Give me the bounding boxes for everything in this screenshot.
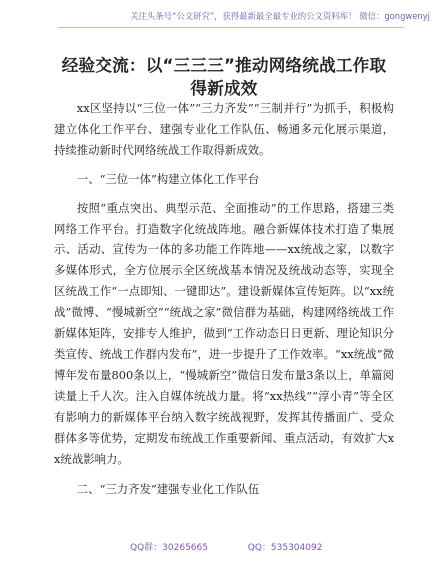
footer-contact [130,542,330,555]
section-1-heading: 一、“三位一体”构建立体化工作平台 [76,171,260,186]
spacer [54,469,394,479]
header-banner: 关注头条号“公文研究”，获得最新最全最专业的公文资料库！ 微信：gongwenyj [130,11,430,21]
footer-qq: QQ：535304092 [247,543,323,553]
footer-qq-group: QQ群：30265665 [130,543,208,553]
header-divider [58,27,404,28]
section-2-heading: 二、“三力齐发”建强专业化工作队伍 [76,482,260,497]
spacer [54,161,394,169]
spacer [54,190,394,198]
document-title: 经验交流：以“三三三”推动网络统战工作取得新成效 [61,56,387,98]
document-body [54,98,394,500]
intro-paragraph: xx区坚持以“三位一体”“三力齐发”“三制并行”为抓手，积极构建立体化工作平台、建强专业化工作队伍、畅通多元化展示渠道，持续推动新时代网络统战工作取得新成效。 [54,101,394,157]
section-1-paragraph: 按照“重点突出、典型示范、全面推动”的工作思路，搭建三类网络工作平台。打造数字化统战阵地。融合新媒体技术打造了集展示、活动、宣传为一体的多功能工作阵地——xx统战之家，以数字多媒体形式，全方位展示全区统战基本情况及统战动态等，实现全区统战工作“一点即知、一键即达”。建设新媒体宣传矩阵。以“xx统战”微博、“慢城新空”“统战之家”微信群为基础，构建网络统战工作新媒体矩阵，安排专人维护，做到“工作动态日日更新、理论知识分类宣传、统战工作群内发布”，进一步提升了工作效率。“xx统战”微博年发布量800条以上，“慢城新空”微信日发布量3条以上，单篇阅读量上千人次。注入自媒体统战力量。将“xx热线”“淳小青”等全区有影响力的新媒体平台纳入数字统战视野，发挥其传播面广、受众群体多等优势，定期发布统战工作重要新闻、重点活动，有效扩大xx统战影响力。 [54,200,394,466]
